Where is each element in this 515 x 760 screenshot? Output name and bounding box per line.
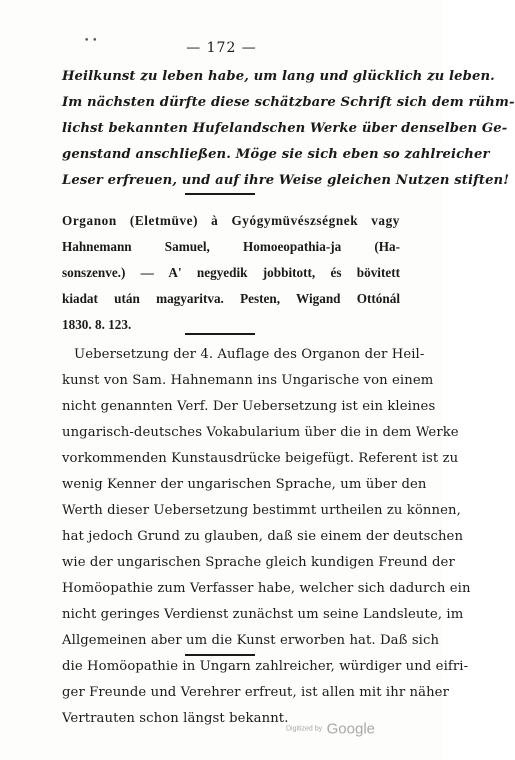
section-divider bbox=[185, 333, 255, 335]
text-line: Uebersetzung der 4. Auflage des Organon der Heil- bbox=[74, 347, 425, 362]
text-line: lichst bekannten Hufelandschen Werke über denselben Ge- bbox=[62, 121, 508, 136]
text-line: Leser erfreuen, und auf ihre Weise gleichen Nutzen stiften! bbox=[62, 173, 510, 188]
citation-line: Hahnemann Samuel, Homoeopathia-ja (Ha- bbox=[62, 239, 400, 254]
text-line: Allgemeinen aber um die Kunst erworben hat. Daß sich bbox=[62, 633, 440, 648]
text-line: Im nächsten dürfte diese schätzbare Schrift sich dem rühm- bbox=[62, 95, 515, 110]
text-line: Heilkunst zu leben habe, um lang und glücklich zu leben. bbox=[62, 69, 495, 84]
text-line: nicht genannten Verf. Der Uebersetzung ist ein kleines bbox=[62, 399, 436, 414]
citation-line: kiadat után magyaritva. Pesten, Wigand Ottónál bbox=[62, 291, 400, 306]
text-line: wenig Kenner der ungarischen Sprache, um über den bbox=[62, 477, 427, 492]
citation-line: Organon (Eletmüve) à Gyógymüvészségnek vagy bbox=[62, 213, 400, 228]
section-divider bbox=[185, 193, 255, 195]
digitization-watermark bbox=[286, 720, 375, 738]
text-line: hat jedoch Grund zu glauben, daß sie einem der deutschen bbox=[62, 529, 464, 544]
book-citation bbox=[62, 208, 400, 338]
text-line: nicht geringes Verdienst zunächst um seine Landsleute, im bbox=[62, 607, 464, 622]
google-logo: Google bbox=[326, 720, 375, 738]
text-line: genstand anschließen. Möge sie sich eben so zahlreicher bbox=[62, 147, 490, 162]
text-line: kunst von Sam. Hahnemann ins Ungarische von einem bbox=[62, 373, 434, 388]
corner-mark: • • bbox=[84, 36, 98, 46]
page-number: — 172 — bbox=[186, 40, 257, 56]
review-paragraph bbox=[62, 342, 471, 732]
citation-line: sonszenve.) — A' negyedik jobbitott, és bövitett bbox=[62, 265, 400, 280]
text-line: ungarisch-deutsches Vokabularium über die in dem Werke bbox=[62, 425, 459, 440]
citation-line: 1830. 8. 123. bbox=[62, 317, 132, 332]
text-line: Vertrauten schon längst bekannt. bbox=[62, 711, 289, 726]
text-line: ger Freunde und Verehrer erfreut, ist allen mit ihr näher bbox=[62, 685, 449, 700]
text-line: Homöopathie zum Verfasser habe, welcher sich dadurch ein bbox=[62, 581, 471, 596]
text-line: Werth dieser Uebersetzung bestimmt urtheilen zu können, bbox=[62, 503, 461, 518]
continuation-paragraph bbox=[62, 64, 515, 194]
watermark-prefix: Digitized by bbox=[285, 725, 323, 733]
text-line: vorkommenden Kunstausdrücke beigefügt. Referent ist zu bbox=[62, 451, 459, 466]
text-line: wie der ungarischen Sprache gleich kundigen Freund der bbox=[62, 555, 455, 570]
text-line: die Homöopathie in Ungarn zahlreicher, würdiger und eifri- bbox=[62, 659, 469, 674]
section-divider bbox=[185, 654, 255, 656]
